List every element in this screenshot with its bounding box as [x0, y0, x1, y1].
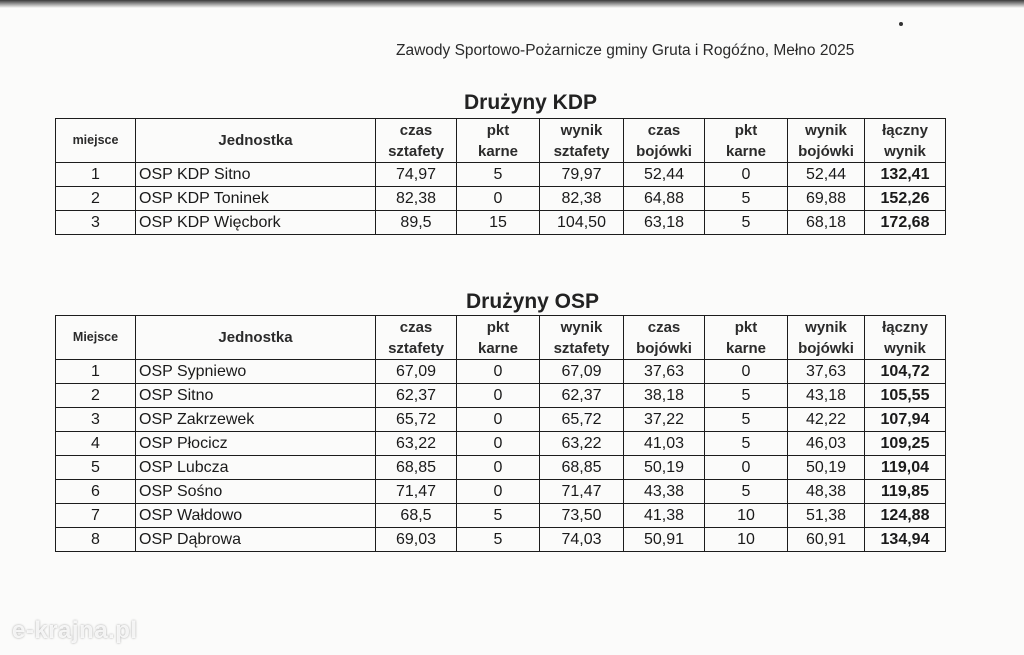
col-header-relay-result: wynik sztafety — [540, 316, 624, 360]
cell-combat-penalty: 0 — [705, 360, 788, 384]
cell-combat-penalty: 5 — [705, 187, 788, 211]
cell-relay-penalty: 0 — [457, 480, 540, 504]
cell-total-result: 104,72 — [865, 360, 946, 384]
cell-relay-result: 104,50 — [540, 211, 624, 235]
osp-section-title: Drużyny OSP — [466, 290, 600, 313]
cell-combat-time: 43,38 — [624, 480, 705, 504]
cell-unit-name: OSP Sypniewo — [136, 360, 376, 384]
table-row — [56, 360, 946, 384]
top-shadow — [0, 0, 1024, 8]
cell-combat-time: 64,88 — [624, 187, 705, 211]
cell-combat-result: 50,19 — [788, 456, 865, 480]
cell-combat-time: 50,19 — [624, 456, 705, 480]
cell-combat-penalty: 0 — [705, 163, 788, 187]
cell-unit-name: OSP Dąbrowa — [136, 528, 376, 552]
cell-unit-name: OSP Zakrzewek — [136, 408, 376, 432]
cell-total-result: 109,25 — [865, 432, 946, 456]
cell-combat-result: 42,22 — [788, 408, 865, 432]
osp-header-row — [56, 316, 946, 360]
cell-relay-time: 89,5 — [376, 211, 457, 235]
table-row — [56, 163, 946, 187]
cell-total-result: 119,85 — [865, 480, 946, 504]
col-header-combat-time: czas bojówki — [624, 316, 705, 360]
table-row — [56, 504, 946, 528]
cell-combat-penalty: 10 — [705, 504, 788, 528]
cell-combat-time: 63,18 — [624, 211, 705, 235]
table-row — [56, 384, 946, 408]
cell-total-result: 132,41 — [865, 163, 946, 187]
cell-unit-name: OSP KDP Więcbork — [136, 211, 376, 235]
cell-combat-penalty: 10 — [705, 528, 788, 552]
cell-relay-time: 68,5 — [376, 504, 457, 528]
cell-place: 3 — [56, 211, 136, 235]
kdp-results-table — [55, 118, 946, 235]
document-header: Zawody Sportowo-Pożarnicze gminy Gruta i Rogóźno, Mełno 2025 — [396, 42, 855, 59]
cell-relay-penalty: 0 — [457, 187, 540, 211]
cell-relay-penalty: 5 — [457, 528, 540, 552]
col-header-place: Miejsce — [56, 316, 136, 360]
cell-combat-time: 38,18 — [624, 384, 705, 408]
table-row — [56, 480, 946, 504]
table-row — [56, 528, 946, 552]
col-header-relay-time: czas sztafety — [376, 316, 457, 360]
col-header-relay-penalty: pkt karne — [457, 316, 540, 360]
col-header-relay-time: czas sztafety — [376, 119, 457, 163]
cell-total-result: 152,26 — [865, 187, 946, 211]
cell-relay-time: 67,09 — [376, 360, 457, 384]
cell-relay-result: 71,47 — [540, 480, 624, 504]
cell-combat-time: 41,03 — [624, 432, 705, 456]
cell-combat-result: 43,18 — [788, 384, 865, 408]
col-header-unit: Jednostka — [136, 316, 376, 360]
cell-relay-result: 82,38 — [540, 187, 624, 211]
table-row — [56, 432, 946, 456]
cell-combat-result: 60,91 — [788, 528, 865, 552]
cell-combat-result: 68,18 — [788, 211, 865, 235]
cell-relay-penalty: 0 — [457, 360, 540, 384]
col-header-combat-time: czas bojówki — [624, 119, 705, 163]
cell-place: 4 — [56, 432, 136, 456]
cell-relay-penalty: 5 — [457, 163, 540, 187]
cell-unit-name: OSP Lubcza — [136, 456, 376, 480]
cell-place: 8 — [56, 528, 136, 552]
cell-place: 7 — [56, 504, 136, 528]
col-header-relay-penalty: pkt karne — [457, 119, 540, 163]
cell-relay-penalty: 0 — [457, 384, 540, 408]
cell-relay-time: 71,47 — [376, 480, 457, 504]
cell-unit-name: OSP KDP Sitno — [136, 163, 376, 187]
cell-combat-result: 46,03 — [788, 432, 865, 456]
cell-relay-result: 79,97 — [540, 163, 624, 187]
cell-relay-time: 69,03 — [376, 528, 457, 552]
cell-unit-name: OSP Płocicz — [136, 432, 376, 456]
cell-place: 1 — [56, 360, 136, 384]
cell-combat-time: 37,22 — [624, 408, 705, 432]
col-header-relay-result: wynik sztafety — [540, 119, 624, 163]
cell-relay-time: 74,97 — [376, 163, 457, 187]
cell-relay-result: 68,85 — [540, 456, 624, 480]
kdp-section-title: Drużyny KDP — [464, 91, 598, 114]
cell-relay-time: 82,38 — [376, 187, 457, 211]
col-header-combat-penalty: pkt karne — [705, 119, 788, 163]
cell-relay-time: 62,37 — [376, 384, 457, 408]
cell-combat-penalty: 5 — [705, 408, 788, 432]
cell-combat-time: 52,44 — [624, 163, 705, 187]
cell-relay-penalty: 0 — [457, 456, 540, 480]
cell-relay-result: 73,50 — [540, 504, 624, 528]
cell-combat-penalty: 5 — [705, 432, 788, 456]
cell-place: 5 — [56, 456, 136, 480]
cell-relay-time: 68,85 — [376, 456, 457, 480]
cell-total-result: 124,88 — [865, 504, 946, 528]
cell-total-result: 134,94 — [865, 528, 946, 552]
col-header-combat-result: wynik bojówki — [788, 119, 865, 163]
speck — [899, 22, 903, 26]
cell-relay-result: 67,09 — [540, 360, 624, 384]
col-header-total: łączny wynik — [865, 119, 946, 163]
cell-place: 2 — [56, 187, 136, 211]
kdp-header-row — [56, 119, 946, 163]
col-header-combat-result: wynik bojówki — [788, 316, 865, 360]
cell-total-result: 107,94 — [865, 408, 946, 432]
col-header-unit: Jednostka — [136, 119, 376, 163]
cell-relay-time: 63,22 — [376, 432, 457, 456]
cell-combat-result: 69,88 — [788, 187, 865, 211]
cell-relay-time: 65,72 — [376, 408, 457, 432]
cell-relay-result: 62,37 — [540, 384, 624, 408]
cell-combat-penalty: 5 — [705, 384, 788, 408]
cell-unit-name: OSP Sośno — [136, 480, 376, 504]
cell-combat-penalty: 5 — [705, 480, 788, 504]
cell-combat-penalty: 0 — [705, 456, 788, 480]
site-watermark: e-krajna.pl — [12, 617, 138, 644]
table-row — [56, 211, 946, 235]
cell-relay-penalty: 5 — [457, 504, 540, 528]
table-row — [56, 187, 946, 211]
cell-unit-name: OSP Wałdowo — [136, 504, 376, 528]
table-row — [56, 456, 946, 480]
col-header-combat-penalty: pkt karne — [705, 316, 788, 360]
cell-relay-result: 74,03 — [540, 528, 624, 552]
cell-relay-result: 63,22 — [540, 432, 624, 456]
cell-combat-result: 52,44 — [788, 163, 865, 187]
cell-unit-name: OSP Sitno — [136, 384, 376, 408]
cell-relay-penalty: 15 — [457, 211, 540, 235]
cell-combat-result: 37,63 — [788, 360, 865, 384]
cell-combat-time: 37,63 — [624, 360, 705, 384]
cell-total-result: 105,55 — [865, 384, 946, 408]
cell-combat-time: 41,38 — [624, 504, 705, 528]
cell-relay-penalty: 0 — [457, 408, 540, 432]
cell-combat-time: 50,91 — [624, 528, 705, 552]
cell-total-result: 119,04 — [865, 456, 946, 480]
cell-place: 3 — [56, 408, 136, 432]
cell-relay-penalty: 0 — [457, 432, 540, 456]
cell-combat-result: 48,38 — [788, 480, 865, 504]
col-header-place: miejsce — [56, 119, 136, 163]
cell-place: 6 — [56, 480, 136, 504]
col-header-total: łączny wynik — [865, 316, 946, 360]
cell-place: 1 — [56, 163, 136, 187]
table-row — [56, 408, 946, 432]
cell-unit-name: OSP KDP Toninek — [136, 187, 376, 211]
cell-combat-penalty: 5 — [705, 211, 788, 235]
osp-results-table — [55, 315, 946, 552]
cell-relay-result: 65,72 — [540, 408, 624, 432]
cell-total-result: 172,68 — [865, 211, 946, 235]
cell-combat-result: 51,38 — [788, 504, 865, 528]
cell-place: 2 — [56, 384, 136, 408]
